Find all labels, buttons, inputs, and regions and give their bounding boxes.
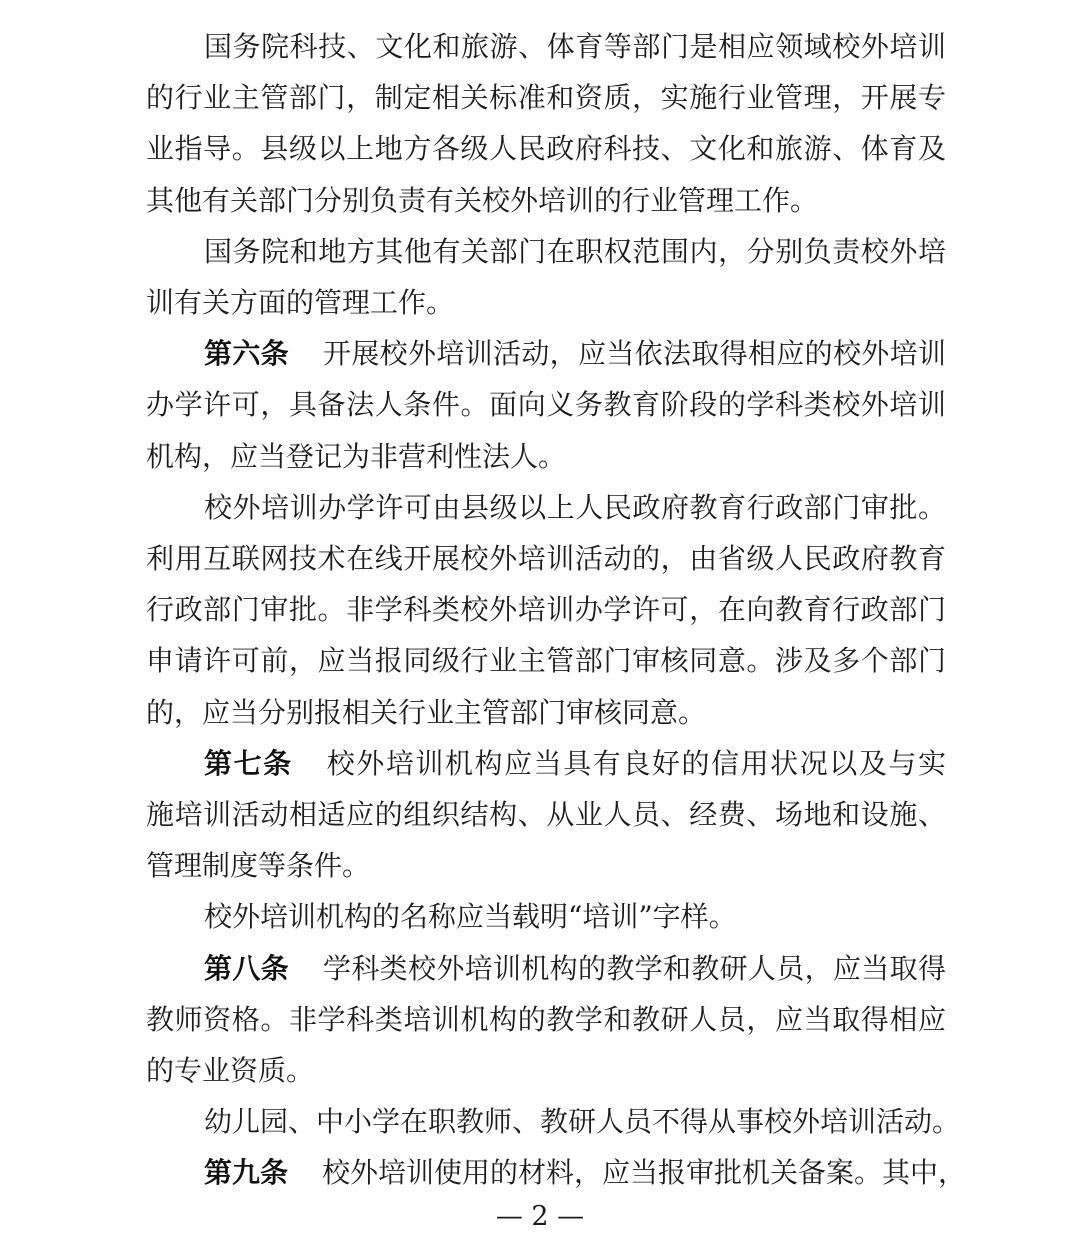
text-line	[146, 181, 946, 221]
text-line	[146, 1051, 946, 1091]
text-line	[146, 846, 946, 886]
line-text: 教师资格。非学科类培训机构的教学和教研人员，应当取得相应	[146, 1002, 946, 1036]
line-text: 利用互联网技术在线开展校外培训活动的，由省级人民政府教育	[146, 542, 946, 575]
article-line	[204, 744, 946, 784]
text-line	[146, 795, 946, 835]
article-heading: 第八条	[204, 951, 289, 985]
line-text: 学科类校外培训机构的教学和教研人员，应当取得	[323, 951, 946, 985]
line-text: 校外培训使用的材料，应当报审批机关备案。其中，	[322, 1156, 967, 1190]
line-text: 校外培训机构的名称应当载明“培训”字样。	[204, 900, 737, 934]
line-text: 的行业主管部门，制定相关标准和资质，实施行业管理，开展专	[146, 81, 946, 115]
text-line	[204, 27, 946, 67]
text-line	[146, 78, 946, 118]
text-line	[146, 590, 946, 630]
line-text: 国务院和地方其他有关部门在职权范围内，分别负责校外培	[204, 234, 946, 268]
line-text: 国务院科技、文化和旅游、体育等部门是相应领域校外培训	[204, 30, 946, 63]
article-heading: 第六条	[204, 337, 289, 371]
line-text: 其他有关部门分别负责有关校外培训的行业管理工作。	[146, 183, 819, 217]
text-line	[204, 1102, 961, 1142]
line-text: 开展校外培训活动，应当依法取得相应的校外培训	[323, 337, 946, 371]
line-text: 申请许可前，应当报同级行业主管部门审核同意。涉及多个部门	[146, 644, 946, 678]
text-line	[204, 488, 946, 528]
text-line	[146, 129, 946, 169]
line-text: 施培训活动相适应的组织结构、从业人员、经费、场地和设施、	[146, 798, 946, 831]
article-heading: 第九条	[204, 1156, 289, 1190]
text-line	[146, 283, 946, 323]
line-text: 机构，应当登记为非营利性法人。	[146, 439, 567, 473]
line-text: 校外培训机构应当具有良好的信用状况以及与实	[326, 746, 946, 780]
text-line	[146, 1000, 946, 1040]
article-line	[204, 334, 946, 374]
line-text: 办学许可，具备法人条件。面向义务教育阶段的学科类校外培训	[146, 388, 946, 422]
article-line	[204, 949, 946, 989]
text-line	[204, 897, 946, 937]
line-text: 训有关方面的管理工作。	[146, 286, 455, 319]
line-text: 校外培训办学许可由县级以上人民政府教育行政部门审批。	[204, 490, 946, 524]
text-line	[204, 232, 946, 272]
line-text: 的专业资质。	[146, 1054, 315, 1087]
line-text: 行政部门审批。非学科类校外培训办学许可，在向教育行政部门	[146, 593, 946, 627]
text-line	[146, 539, 946, 579]
article-line	[204, 1153, 967, 1193]
line-text: 业指导。县级以上地方各级人民政府科技、文化和旅游、体育及	[146, 132, 946, 166]
text-line	[146, 437, 946, 477]
page-number: — 2 —	[495, 1201, 585, 1232]
article-heading: 第七条	[204, 746, 293, 780]
line-text: 的，应当分别报相关行业主管部门审核同意。	[146, 695, 707, 729]
text-line	[146, 385, 946, 425]
line-text: 幼儿园、中小学在职教师、教研人员不得从事校外培训活动。	[204, 1105, 961, 1139]
text-line	[146, 693, 946, 733]
text-line	[146, 641, 946, 681]
line-text: 管理制度等条件。	[146, 849, 371, 883]
